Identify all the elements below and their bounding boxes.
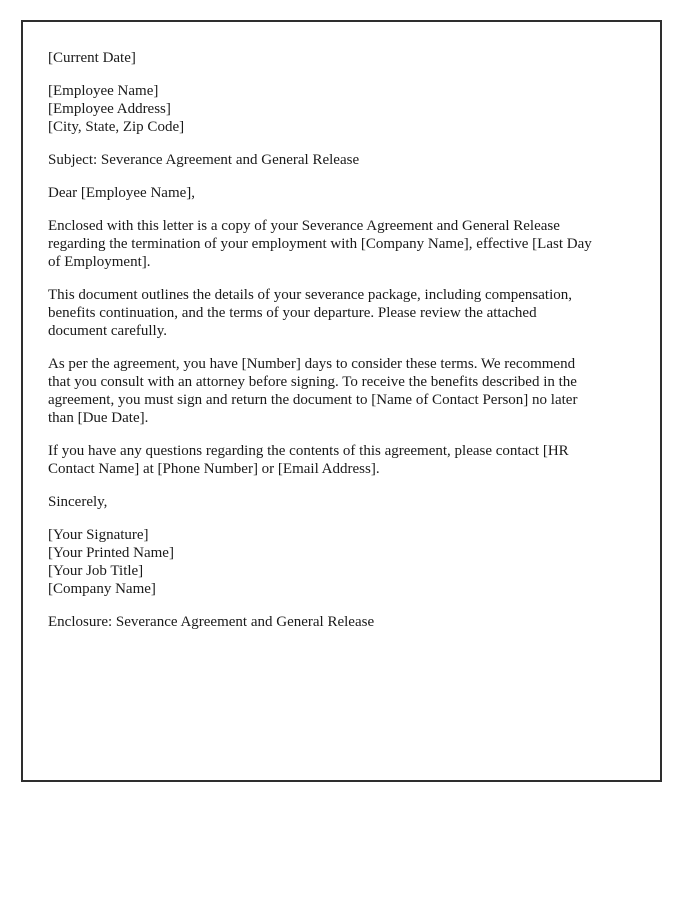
job-title-line: [Your Job Title] — [48, 563, 144, 579]
paragraph-enclosed — [48, 217, 638, 271]
paragraph-terms — [48, 355, 638, 427]
paragraph-line: agreement, you must sign and return the document to [Name of Contact Person] no later — [48, 392, 578, 408]
salutation-text: Dear [Employee Name], — [48, 185, 196, 201]
printed-name-line: [Your Printed Name] — [48, 545, 174, 561]
subject-text: Subject: Severance Agreement and General Release — [48, 152, 360, 168]
recipient-city-state-zip: [City, State, Zip Code] — [48, 119, 185, 135]
paragraph-line: than [Due Date]. — [48, 410, 149, 426]
enclosure-line — [48, 613, 638, 631]
paragraph-line: As per the agreement, you have [Number] days to consider these terms. We recommend — [48, 356, 576, 372]
paragraph-line: If you have any questions regarding the contents of this agreement, please contact [HR — [48, 443, 569, 459]
paragraph-line: document carefully. — [48, 323, 167, 339]
closing-text: Sincerely, — [48, 494, 108, 510]
paragraph-line: that you consult with an attorney before signing. To receive the benefits described in the — [48, 374, 577, 390]
paragraph-questions — [48, 442, 638, 478]
salutation — [48, 184, 638, 202]
paragraph-document-outline — [48, 286, 638, 340]
date-line — [48, 49, 638, 67]
paragraph-line: Enclosed with this letter is a copy of your Severance Agreement and General Release — [48, 218, 560, 234]
letter-body — [23, 22, 660, 631]
signature-block — [48, 526, 638, 598]
enclosure-text: Enclosure: Severance Agreement and General Release — [48, 614, 375, 630]
date-text: [Current Date] — [48, 50, 136, 66]
recipient-address: [Employee Address] — [48, 101, 171, 117]
recipient-name: [Employee Name] — [48, 83, 159, 99]
paragraph-line: of Employment]. — [48, 254, 151, 270]
paragraph-line: regarding the termination of your employment with [Company Name], effective [Last Day — [48, 236, 592, 252]
paragraph-line: Contact Name] at [Phone Number] or [Email Address]. — [48, 461, 380, 477]
paragraph-line: This document outlines the details of your severance package, including compensation, — [48, 287, 573, 303]
recipient-block — [48, 82, 638, 136]
paragraph-line: benefits continuation, and the terms of your departure. Please review the attached — [48, 305, 537, 321]
company-name-line: [Company Name] — [48, 581, 156, 597]
subject-line — [48, 151, 638, 169]
letter-border-frame — [21, 20, 662, 782]
signature-line: [Your Signature] — [48, 527, 149, 543]
closing — [48, 493, 638, 511]
